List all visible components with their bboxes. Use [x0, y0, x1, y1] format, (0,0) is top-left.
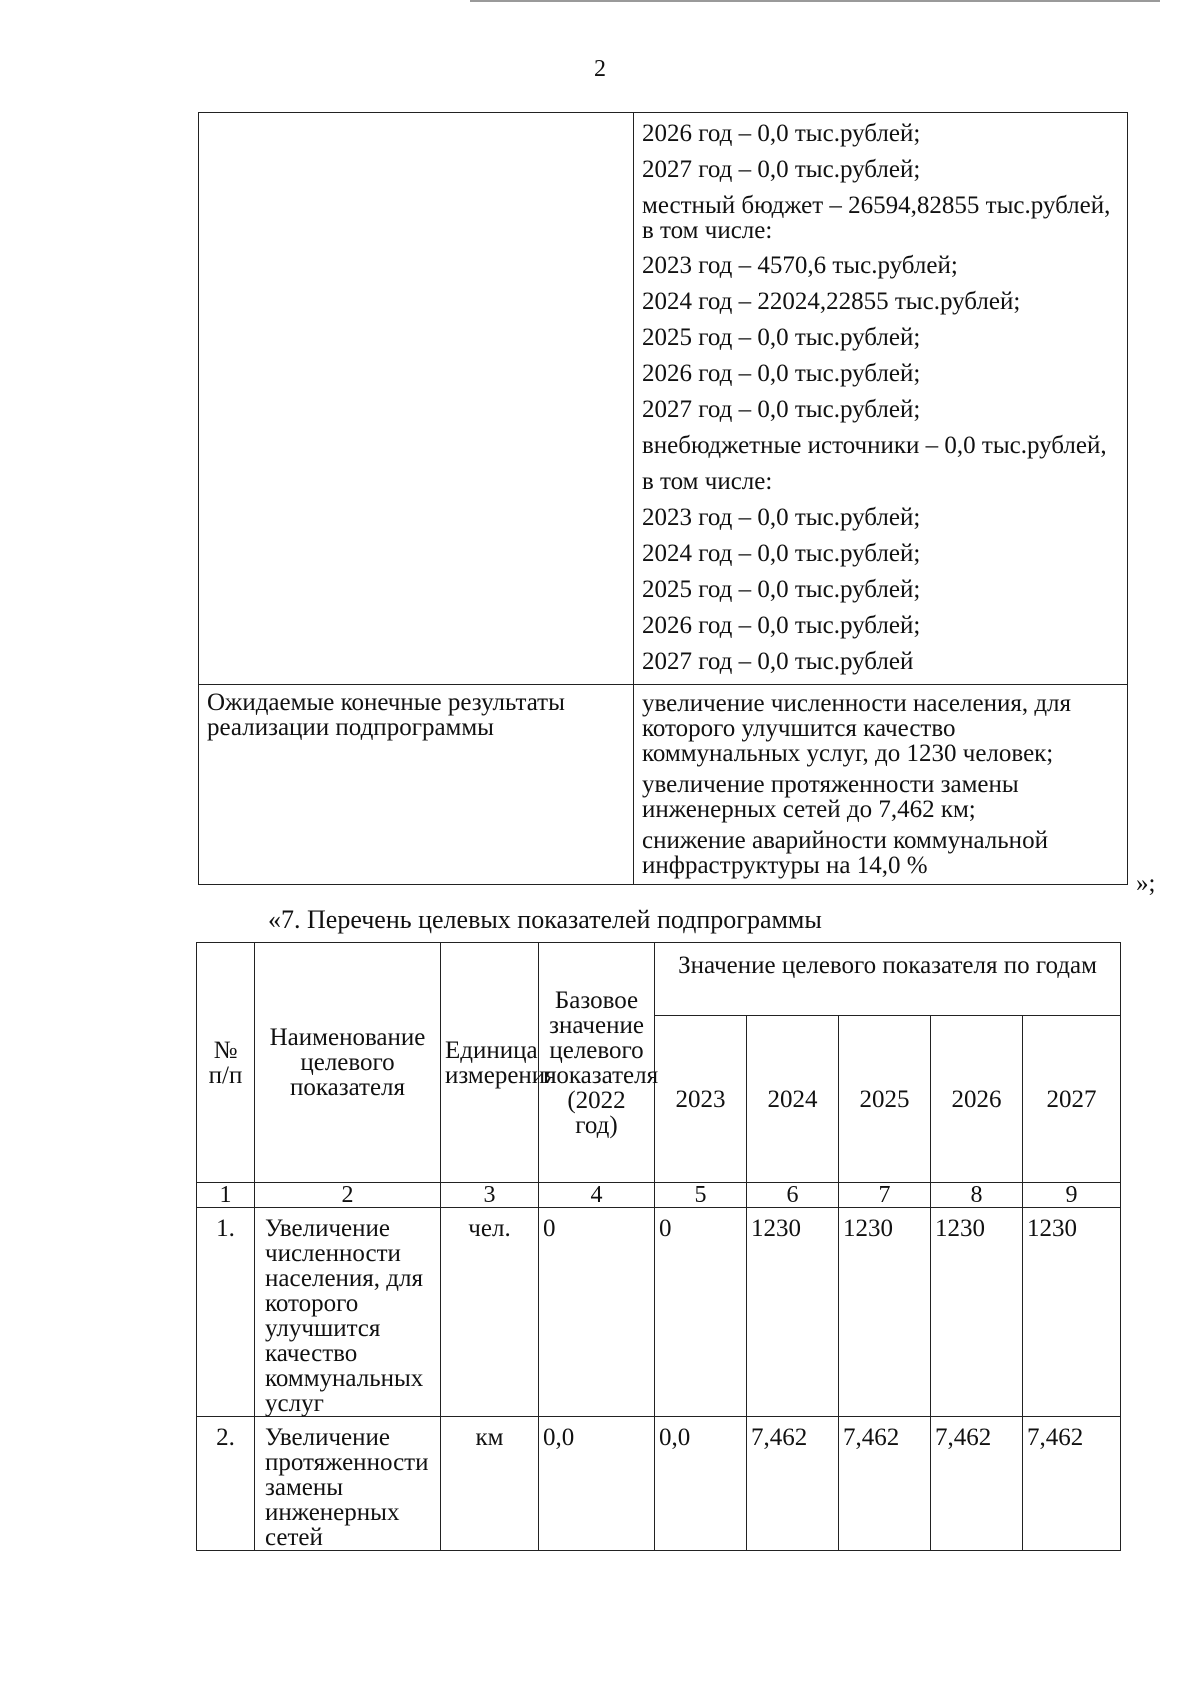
results-label: Ожидаемые конечные результаты реализации подпрограммы	[199, 685, 634, 885]
finance-line: 2026 год – 0,0 тыс.рублей;	[642, 612, 921, 639]
indicator-base-value: 0	[539, 1208, 655, 1417]
finance-line: 2023 год – 4570,6 тыс.рублей;	[642, 252, 958, 279]
finance-line: 2023 год – 0,0 тыс.рублей;	[642, 504, 921, 531]
closing-quote: »;	[1136, 870, 1156, 897]
row-number: 2.	[197, 1417, 255, 1551]
column-number: 3	[441, 1183, 539, 1208]
finance-line: 2026 год – 0,0 тыс.рублей;	[642, 360, 921, 387]
indicator-value: 1230	[747, 1208, 839, 1417]
indicators-table	[196, 942, 1121, 1551]
finance-line: 2025 год – 0,0 тыс.рублей;	[642, 576, 921, 603]
indicator-value: 7,462	[931, 1417, 1023, 1551]
indicator-value: 1230	[839, 1208, 931, 1417]
indicator-name: Увеличение численности населения, для которого улучшится качество коммунальных услуг	[255, 1208, 441, 1417]
finance-line: в том числе:	[642, 468, 773, 495]
finance-line: 2027 год – 0,0 тыс.рублей	[642, 648, 914, 675]
indicator-value: 1230	[931, 1208, 1023, 1417]
header-values-group: Значение целевого показателя по годам	[655, 943, 1121, 1016]
finance-line: 2027 год – 0,0 тыс.рублей;	[642, 156, 921, 183]
indicator-value: 1230	[1023, 1208, 1121, 1417]
indicator-value: 7,462	[1023, 1417, 1121, 1551]
page-number: 2	[594, 56, 606, 82]
indicator-unit: чел.	[441, 1208, 539, 1417]
header-num: № п/п	[197, 943, 255, 1183]
passport-continuation-table	[198, 112, 1128, 885]
finance-line: 2025 год – 0,0 тыс.рублей;	[642, 324, 921, 351]
section-heading: «7. Перечень целевых показателей подпрограммы	[268, 905, 822, 934]
header-year: 2023	[655, 1016, 747, 1183]
finance-cell	[634, 113, 1128, 685]
indicator-value: 0,0	[655, 1417, 747, 1551]
column-number: 4	[539, 1183, 655, 1208]
header-base: Базовое значение целевого показателя (2022 год)	[539, 943, 655, 1183]
result-item: снижение аварийности коммунальной инфраструктуры на 14,0 %	[642, 827, 1048, 879]
indicator-name: Увеличение протяженности замены инженерных сетей	[255, 1417, 441, 1551]
row-number: 1.	[197, 1208, 255, 1417]
header-year: 2024	[747, 1016, 839, 1183]
finance-line: 2027 год – 0,0 тыс.рублей;	[642, 396, 921, 423]
results-cell	[634, 685, 1128, 885]
header-unit: Единица измерения	[441, 943, 539, 1183]
results-row	[199, 685, 1128, 885]
indicator-value: 7,462	[747, 1417, 839, 1551]
finance-line: 2026 год – 0,0 тыс.рублей;	[642, 120, 921, 147]
header-year: 2027	[1023, 1016, 1121, 1183]
column-number: 7	[839, 1183, 931, 1208]
finance-line: 2024 год – 22024,22855 тыс.рублей;	[642, 288, 1021, 315]
column-number: 6	[747, 1183, 839, 1208]
finance-line: 2024 год – 0,0 тыс.рублей;	[642, 540, 921, 567]
finance-line: местный бюджет – 26594,82855 тыс.рублей, в том числе:	[642, 192, 1111, 244]
header-year: 2026	[931, 1016, 1023, 1183]
column-number: 2	[255, 1183, 441, 1208]
column-number: 9	[1023, 1183, 1121, 1208]
scan-top-edge	[470, 0, 1160, 2]
table-row	[197, 1208, 1121, 1417]
header-name: Наименование целевого показателя	[255, 943, 441, 1183]
header-year: 2025	[839, 1016, 931, 1183]
result-item: увеличение численности населения, для которого улучшится качество коммунальных услуг, до 1230 человек;	[642, 690, 1072, 767]
column-number: 5	[655, 1183, 747, 1208]
column-number: 1	[197, 1183, 255, 1208]
header-row	[197, 943, 1121, 1016]
indicator-value: 7,462	[839, 1417, 931, 1551]
column-number: 8	[931, 1183, 1023, 1208]
finance-label-cell	[199, 113, 634, 685]
table-row	[197, 1417, 1121, 1551]
indicator-unit: км	[441, 1417, 539, 1551]
indicator-base-value: 0,0	[539, 1417, 655, 1551]
result-item: увеличение протяженности замены инженерных сетей до 7,462 км;	[642, 771, 1019, 823]
finance-row	[199, 113, 1128, 685]
indicator-value: 0	[655, 1208, 747, 1417]
finance-line: внебюджетные источники – 0,0 тыс.рублей,	[642, 432, 1107, 459]
column-numbers-row	[197, 1183, 1121, 1208]
